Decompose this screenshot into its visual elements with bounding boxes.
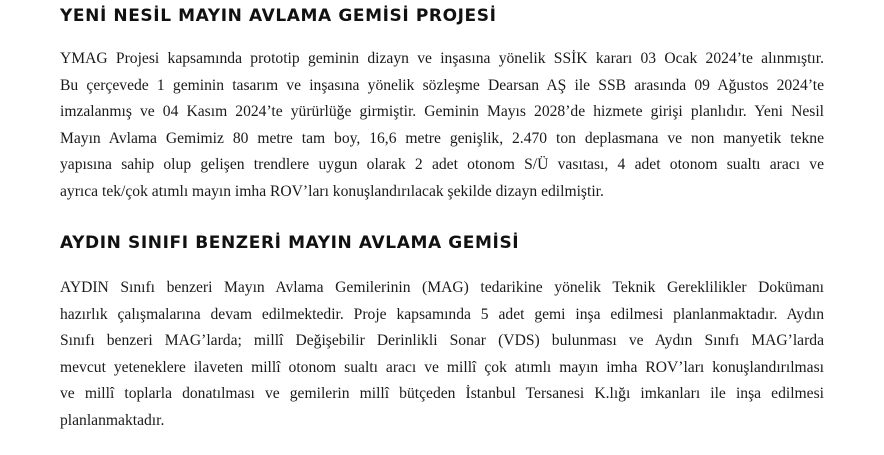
paragraph-line: ve millî toplarla donatılması ve gemilerin millî bütçeden İstanbul Tersanesi K.lığı imkanları ile inşa edilmesi (60, 385, 824, 402)
paragraph-line: imzalanmış ve 04 Kasım 2024’te yürürlüğe girmiştir. Geminin Mayıs 2028’de hizmete girişi planlıdır. Yeni Nesil (60, 103, 824, 120)
section-aydin-sinifi-mag (60, 233, 824, 434)
section-paragraph (60, 275, 824, 434)
paragraph-line: ayrıca tek/çok atımlı mayın imha ROV’ları konuşlandırılacak şekilde dizayn edilmiştir. (60, 182, 604, 200)
paragraph-line: mevcut yeteneklere ilaveten millî otonom sualtı aracı ve millî çok atımlı mayın imha ROV’ları konuşlandırılması (60, 358, 824, 376)
section-heading: YENİ NESİL MAYIN AVLAMA GEMİSİ PROJESİ (60, 6, 497, 26)
paragraph-line: AYDIN Sınıfı benzeri Mayın Avlama Gemilerinin (MAG) tedarikine yönelik Teknik Gereklilikler Dokümanı (60, 279, 824, 296)
paragraph-line: yapısına sahip olup gelişen trendlere uygun olarak 2 adet otonom S/Ü vasıtası, 4 adet otonom sualtı aracı ve (60, 156, 824, 173)
section-yeni-nesil-mag (60, 6, 824, 205)
section-heading: AYDIN SINIFI BENZERİ MAYIN AVLAMA GEMİSİ (60, 233, 520, 253)
paragraph-line: Mayın Avlama Gemimiz 80 metre tam boy, 16,6 metre genişlik, 2.470 ton deplasmana ve non manyetik tekne (60, 129, 824, 147)
paragraph-line: Sınıfı benzeri MAG’larda; millî Değişebilir Derinlikli Sonar (VDS) bulunması ve Aydın Sınıfı MAG’larda (60, 332, 824, 349)
section-paragraph (60, 46, 824, 205)
paragraph-line: planlanmaktadır. (60, 411, 165, 429)
paragraph-line: hazırlık çalışmalarına devam edilmektedir. Proje kapsamında 5 adet gemi inşa edilmesi planlanmaktadır. Aydın (60, 305, 824, 323)
paragraph-line: YMAG Projesi kapsamında prototip geminin dizayn ve inşasına yönelik SSİK kararı 03 Ocak 2024’te alınmıştır. (60, 50, 824, 67)
paragraph-line: Bu çerçevede 1 geminin tasarım ve inşasına yönelik sözleşme Dearsan AŞ ile SSB arasında 09 Ağustos 2024’te (60, 76, 824, 94)
